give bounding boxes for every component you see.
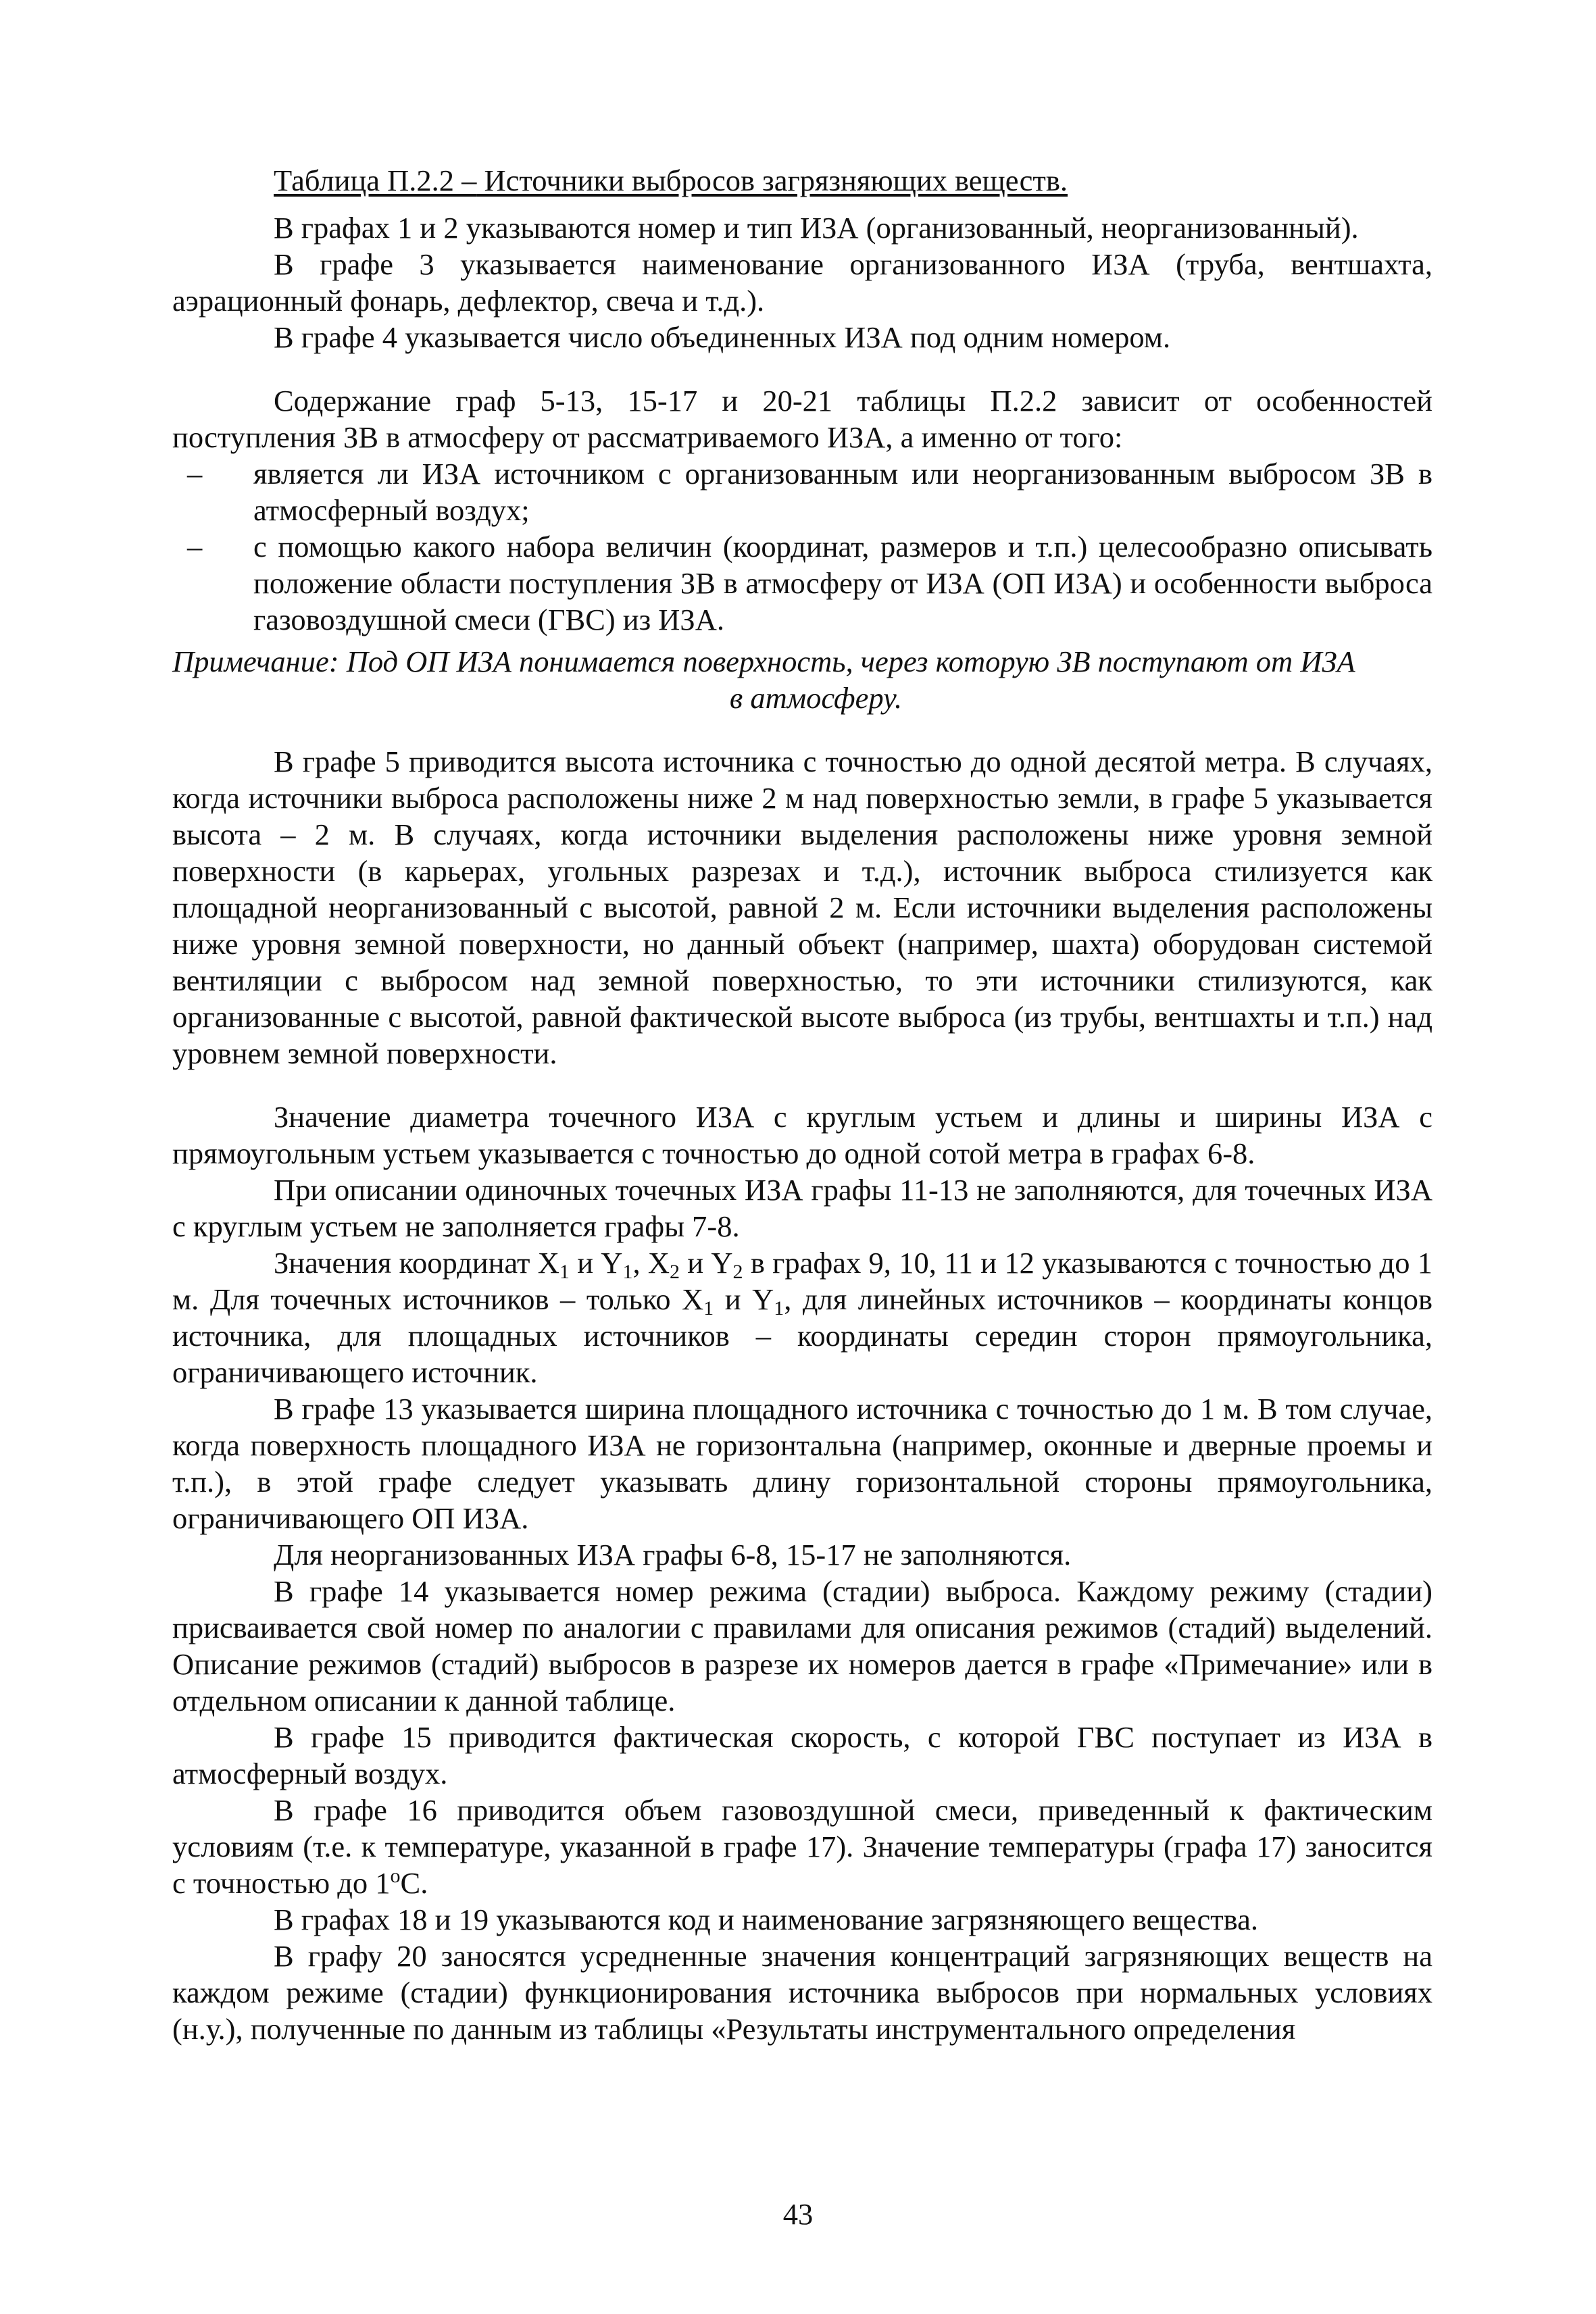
paragraph: Для неорганизованных ИЗА графы 6-8, 15-17 не заполняются.	[274, 1538, 1072, 1571]
paragraph: При описании одиночных точечных ИЗА графы 11-13 не заполняются, для точечных ИЗА с круглым устьем не заполняется графы 7-8.	[172, 1173, 1432, 1243]
list-item-text: с помощью какого набора величин (координат, размеров и т.п.) целесообразно описывать положение области поступления ЗВ в атмосферу от ИЗА (ОП ИЗА) и особенности выброса газовоздушной смеси (ГВС) из ИЗА.	[253, 530, 1432, 636]
paragraph: В графе 4 указывается число объединенных ИЗА под одним номером.	[274, 320, 1171, 354]
paragraph-temperature: В графе 16 приводится объем газовоздушной смеси, приведенный к фактическим условиям (т.е. к температуре, указанной в графе 17). Значение температуры (графа 17) заносится с точностью до $1^оС$.	[172, 1793, 1432, 1900]
note-line-2: в атмосферу.	[729, 681, 903, 715]
list-item-text: является ли ИЗА источником с организованным или неорганизованным выбросом ЗВ в атмосферный воздух;	[253, 457, 1432, 527]
paragraph: В графе 5 приводится высота источника с точностью до одной десятой метра. В случаях, когда источники выброса расположены ниже 2 м над поверхностью земли, в графе 5 указывается высота – 2 м. В случаях, когда источники выделения расположены ниже уровня земной поверхности (в карьерах, угольных разрезах и т.д.), источник выброса стилизуется как площадной неорганизованный с высотой, равной 2 м. Если источники выделения расположены ниже уровня земной поверхности, но данный объект (например, шахта) оборудован системой вентиляции с выбросом над земной поверхностью, то эти источники стилизуются, как организованные с высотой, равной фактической высоте выброса (из трубы, вентшахты и т.п.) над уровнем земной поверхности.	[172, 745, 1432, 1070]
paragraph: Содержание граф 5-13, 15-17 и 20-21 таблицы П.2.2 зависит от особенностей поступления ЗВ в атмосферу от рассматриваемого ИЗА, а именно от того:	[172, 384, 1432, 454]
paragraph: В графе 15 приводится фактическая скорость, с которой ГВС поступает из ИЗА в атмосферный воздух.	[172, 1720, 1432, 1790]
list-item	[172, 455, 1432, 528]
dash-marker: –	[187, 530, 203, 563]
paragraph: В графах 1 и 2 указываются номер и тип ИЗА (организованный, неорганизованный).	[274, 211, 1359, 245]
note-line-1: Примечание: Под ОП ИЗА понимается поверхность, через которую ЗВ поступают от ИЗА	[172, 645, 1355, 678]
table-heading-label: Таблица П.2.2 –	[274, 164, 477, 197]
paragraph-coordinates: Значения координат $X_1$ и $Y_1$, $X_2$ и $Y_2$ в графах 9, 10, 11 и 12 указываются с точностью до 1 м. Для точечных источников – только $X_1$ и $Y_1$, для линейных источников – координаты концов источника, для площадных источников – координаты середин сторон прямоугольника, ограничивающего источник.	[172, 1246, 1432, 1389]
bullet-list	[172, 455, 1432, 638]
page-number: 43	[782, 2197, 814, 2231]
paragraph: В графу 20 заносятся усредненные значения концентраций загрязняющих веществ на каждом режиме (стадии) функционирования источника выбросов при нормальных условиях (н.у.), полученные по данным из таблицы «Результаты инструментального определения	[172, 1939, 1432, 2046]
table-heading	[172, 162, 1432, 199]
paragraph: В графе 13 указывается ширина площадного источника с точностью до 1 м. В том случае, когда поверхность площадного ИЗА не горизонтальна (например, оконные и дверные проемы и т.п.), в этой графе следует указывать длину горизонтальной стороны прямоугольника, ограничивающего ОП ИЗА.	[172, 1392, 1432, 1535]
note	[172, 643, 1432, 716]
dash-marker: –	[187, 457, 203, 491]
table-heading-title: Источники выбросов загрязняющих веществ.	[476, 164, 1068, 197]
document-body	[172, 162, 1432, 2047]
list-item	[172, 528, 1432, 638]
paragraph: Значение диаметра точечного ИЗА с круглым устьем и длины и ширины ИЗА с прямоугольным устьем указывается с точностью до одной сотой метра в графах 6-8.	[172, 1100, 1432, 1170]
paragraph: В графах 18 и 19 указываются код и наименование загрязняющего вещества.	[274, 1903, 1258, 1936]
paragraph: В графе 14 указывается номер режима (стадии) выброса. Каждому режиму (стадии) присваивается свой номер по аналогии с правилами для описания режимов (стадий) выделений. Описание режимов (стадий) выбросов в разрезе их номеров дается в графе «Примечание» или в отдельном описании к данной таблице.	[172, 1574, 1432, 1717]
paragraph: В графе 3 указывается наименование организованного ИЗА (труба, вентшахта, аэрационный фонарь, дефлектор, свеча и т.д.).	[172, 247, 1432, 318]
